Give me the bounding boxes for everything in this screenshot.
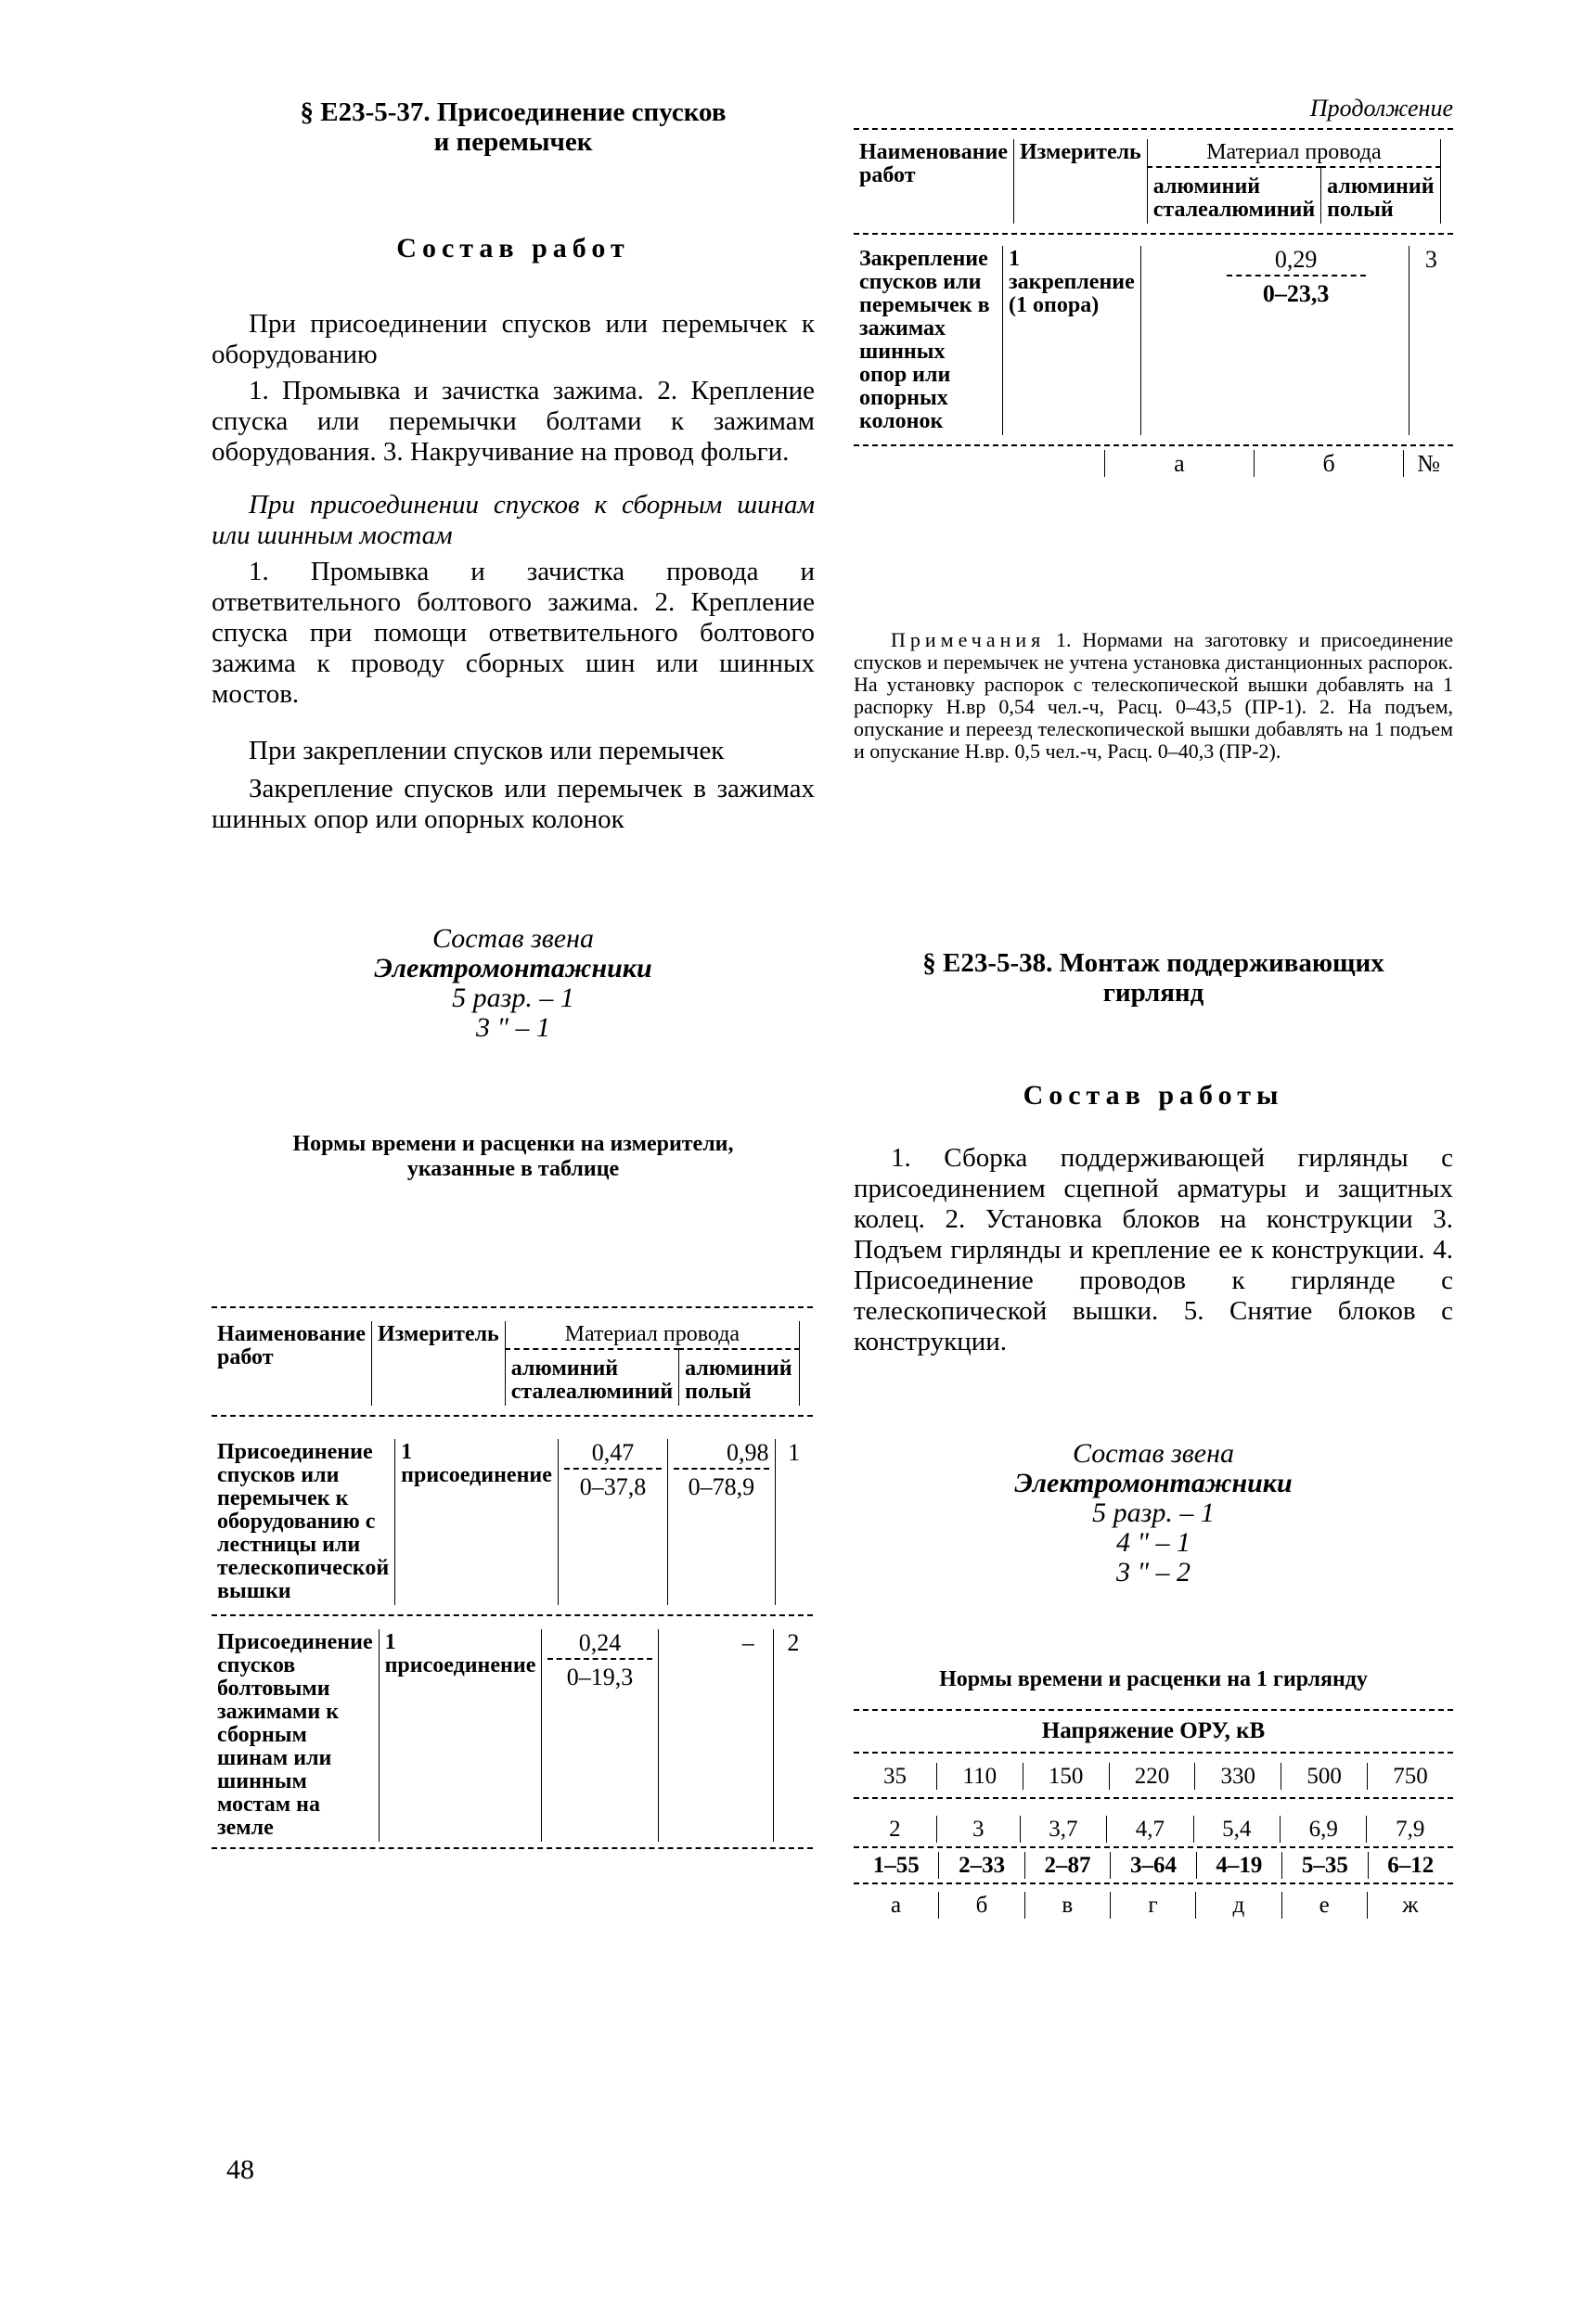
- block3-title: При закреплении спусков или перемычек: [249, 736, 725, 765]
- work-text: 1. Сборка поддерживающей гирлянды с присоединением сцепной арматуры и защитных колец. 2. Установка блоков на конструкции 3. Подъем гирлянды и крепление ее к конструкции. 4. Присоединение проводов к гирлянде с телескопической вышки. 5. Снятие блоков с конструкции.: [854, 1143, 1453, 1356]
- table-row: Присоединение спусков болтовыми зажимами к сборным шинам или шинным мостам на земле 1 присоединение 0,24 0–19,3 – 2: [212, 1629, 813, 1842]
- work-composition-heading: Состав работ: [396, 233, 630, 263]
- crew-line: 5 разр. – 1: [452, 983, 574, 1013]
- notes-label: Примечания: [891, 628, 1046, 651]
- voltage-table: [854, 1709, 1453, 1919]
- crew-composition: [212, 924, 815, 1043]
- block1-title: При присоединении спусков или перемычек к оборудованию: [212, 309, 815, 369]
- price-cell: 2–87: [1024, 1852, 1110, 1879]
- header-material: Материал провода: [564, 1322, 740, 1346]
- block2-text: 1. Промывка и зачистка провода и ответвительного болтового зажима. 2. Крепление спуска при помощи ответвительного болтового зажима к проводу сборных шин или шинных мостов.: [212, 557, 815, 709]
- time-cell: 4,7: [1107, 1816, 1193, 1843]
- header-name: Наименование работ: [217, 1322, 366, 1369]
- table-row: Закрепление спусков или перемычек в зажимах шинных опор или опорных колонок 1 закрепление (1 опора) 0,29 0–23,3 3: [854, 246, 1453, 435]
- header-name: Наименование работ: [859, 140, 1008, 187]
- crew-role: Электромонтажники: [374, 953, 652, 983]
- right-column: [854, 948, 1453, 1692]
- section-title-e23-5-37: § Е23-5-37. Присоединение спусков и перемычек: [300, 97, 727, 157]
- section-title-e23-5-38: § Е23-5-38. Монтаж поддерживающих гирлянд: [922, 948, 1384, 1008]
- voltage-cell: 35: [883, 1764, 907, 1789]
- crew-role: Электромонтажники: [1014, 1468, 1293, 1498]
- continuation-label: Продолжение: [1309, 95, 1453, 122]
- voltage-header: Напряжение ОРУ, кВ: [1041, 1718, 1266, 1743]
- voltage-cell: 220: [1109, 1763, 1195, 1790]
- price-cell: 4–19: [1196, 1852, 1281, 1879]
- header-al-steel: алюминий сталеалюминий: [510, 1356, 674, 1404]
- voltage-cell: 150: [1023, 1763, 1109, 1790]
- column-letter: ж: [1367, 1892, 1453, 1919]
- block1-text: 1. Промывка и зачистка зажима. 2. Крепление спуска или перемычки болтами к зажимам оборудования. 3. Накручивание на провод фольги.: [212, 376, 815, 467]
- price-cell: 2–33: [939, 1852, 1024, 1879]
- price-cell: 1–55: [872, 1853, 920, 1878]
- price-cell: 5–35: [1282, 1852, 1368, 1879]
- header-unit: Измеритель: [1020, 140, 1141, 164]
- column-letter: б: [939, 1892, 1024, 1919]
- crew-line: 3 " – 1: [475, 1012, 551, 1043]
- header-material: Материал провода: [1206, 140, 1382, 164]
- page-number: 48: [226, 2154, 254, 2185]
- left-norms-table: [212, 1306, 813, 1849]
- norms-title: Нормы времени и расценки на измерители, указанные в таблице: [292, 1132, 734, 1181]
- right-norms-table: [854, 128, 1453, 477]
- crew-title: Состав звена: [431, 923, 594, 954]
- notes-text: 1. Нормами на заготовку и присоединение спусков и перемычек не учтена установка дистанционных распорок. На установку распорок с телескопической вышки добавлять на 1 распорку Н.вр 0,54 чел.-ч, Расц. 0–43,5 (ПР-1). 2. На подъем, опускание и переезд телескопической вышки добавлять на 1 подъем и опускание Н.вр. 0,5 чел.-ч, Расц. 0–40,3 (ПР-2).: [854, 628, 1453, 763]
- price-cell: 3–64: [1111, 1852, 1196, 1879]
- column-letter: д: [1196, 1892, 1281, 1919]
- header-al-steel: алюминий сталеалюминий: [1152, 174, 1316, 222]
- table-row: Присоединение спусков или перемычек к оборудованию с лестницы или телескопической вышки 1 присоединение 0,47 0–37,8 0,98 0–78,9 1: [212, 1439, 813, 1605]
- column-letter: а: [891, 1893, 902, 1918]
- crew-line: 5 разр. – 1: [1092, 1497, 1215, 1528]
- column-letter: в: [1024, 1892, 1110, 1919]
- voltage-cell: 750: [1368, 1763, 1453, 1790]
- crew-title: Состав звена: [1072, 1438, 1234, 1469]
- block3-text: Закрепление спусков или перемычек в зажимах шинных опор или опорных колонок: [212, 774, 815, 834]
- time-cell: 7,9: [1367, 1816, 1453, 1843]
- header-unit: Измеритель: [378, 1322, 499, 1346]
- time-cell: 5,4: [1193, 1816, 1280, 1843]
- header-al-hollow: алюминий полый: [685, 1356, 792, 1404]
- crew-line: 4 " – 1: [1115, 1527, 1191, 1558]
- voltage-cell: 110: [937, 1763, 1023, 1790]
- price-cell: 6–12: [1368, 1852, 1453, 1879]
- header-al-hollow: алюминий полый: [1327, 174, 1435, 222]
- notes: [854, 629, 1453, 763]
- voltage-cell: 330: [1195, 1763, 1281, 1790]
- work-composition-heading: Состав работы: [1023, 1080, 1284, 1111]
- crew-composition: [854, 1439, 1453, 1587]
- column-letter: е: [1281, 1892, 1367, 1919]
- column-letter: б: [1322, 450, 1335, 477]
- voltage-cell: 500: [1281, 1763, 1368, 1790]
- time-cell: 6,9: [1281, 1816, 1367, 1843]
- crew-line: 3 " – 2: [1115, 1557, 1191, 1587]
- time-cell: 3,7: [1020, 1816, 1106, 1843]
- left-column: [212, 97, 815, 1182]
- time-cell: 2: [889, 1817, 901, 1842]
- time-cell: 3: [936, 1816, 1020, 1843]
- column-letter: г: [1111, 1892, 1196, 1919]
- column-letter: №: [1417, 450, 1441, 477]
- block2-title: При присоединении спусков к сборным шинам или шинным мостам: [212, 490, 815, 550]
- norms-title: Нормы времени и расценки на 1 гирлянду: [939, 1667, 1368, 1691]
- column-letter: а: [1174, 450, 1185, 477]
